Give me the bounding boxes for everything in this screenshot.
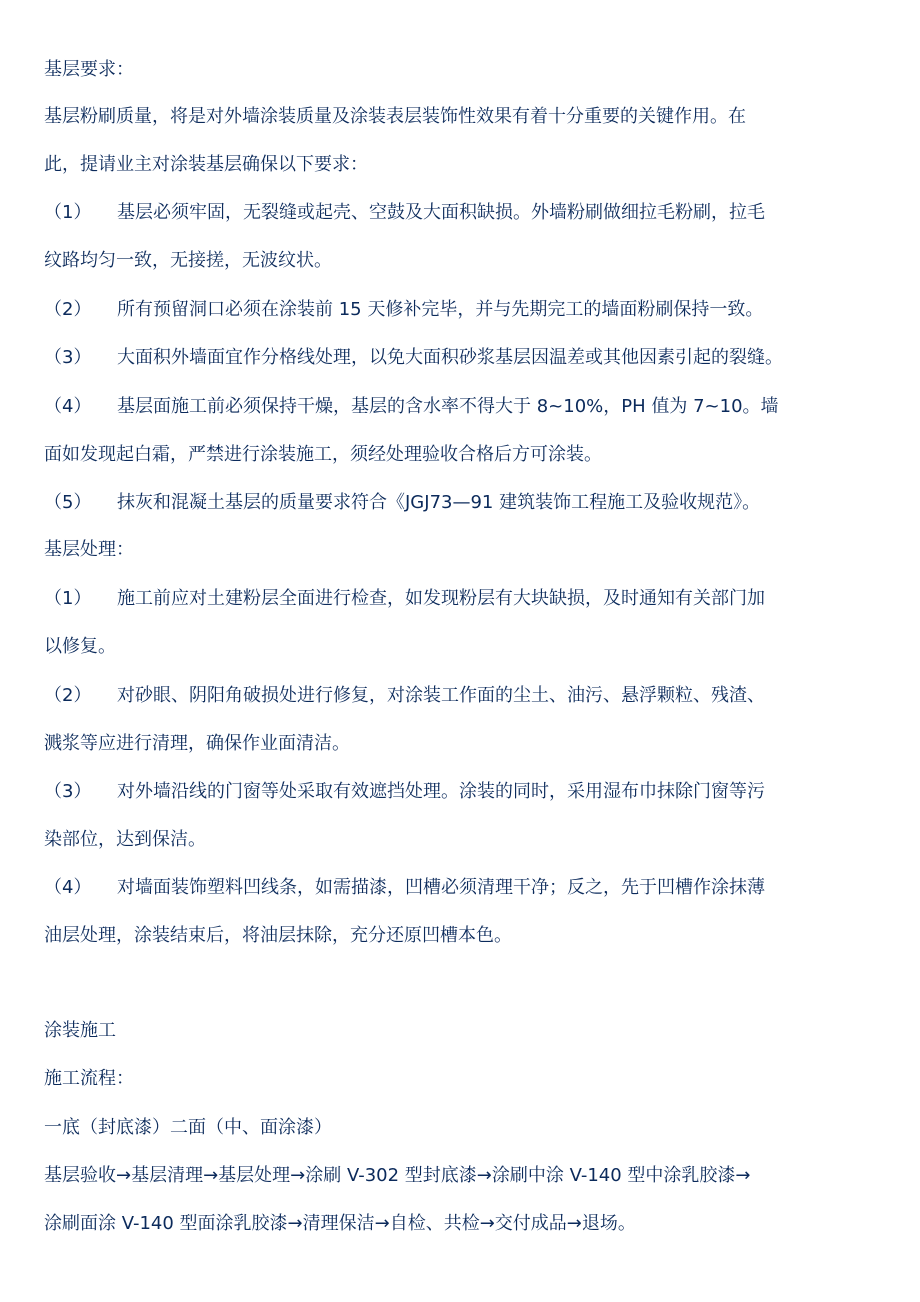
- subheading-process: 施工流程：: [44, 1068, 134, 1089]
- list-item-number: （4）: [44, 396, 92, 417]
- list-item: [44, 682, 884, 710]
- list-item-number: （1）: [44, 202, 92, 223]
- list-item-number: （3）: [44, 781, 92, 802]
- list-item-text: 对外墙沿线的门窗等处采取有效遮挡处理。涂装的同时，采用湿布巾抹除门窗等污: [117, 781, 765, 802]
- section-heading-coating: 涂装施工: [44, 1020, 116, 1041]
- list-item-continuation: 纹路均匀一致，无接搓，无波纹状。: [44, 250, 332, 271]
- list-item: [44, 296, 884, 324]
- coating-method: 一底（封底漆）二面（中、面涂漆）: [44, 1117, 332, 1138]
- list-item: [44, 585, 884, 613]
- list-item: [44, 874, 884, 902]
- process-flow-line-2: 涂刷面涂 V-140 型面涂乳胶漆→清理保洁→自检、共检→交付成品→退场。: [44, 1213, 636, 1234]
- list-item-number: （2）: [44, 685, 92, 706]
- list-item-text: 所有预留洞口必须在涂装前 15 天修补完毕，并与先期完工的墙面粉刷保持一致。: [117, 299, 764, 320]
- list-item-text: 施工前应对土建粉层全面进行检查，如发现粉层有大块缺损，及时通知有关部门加: [117, 588, 765, 609]
- list-item: [44, 199, 884, 227]
- list-item-text: 对砂眼、阴阳角破损处进行修复，对涂装工作面的尘土、油污、悬浮颗粒、残渣、: [117, 685, 765, 706]
- list-item-text: 对墙面装饰塑料凹线条，如需描漆，凹槽必须清理干净；反之，先于凹槽作涂抹薄: [117, 877, 765, 898]
- list-item: [44, 778, 884, 806]
- list-item-text: 基层必须牢固，无裂缝或起壳、空鼓及大面积缺损。外墙粉刷做细拉毛粉刷，拉毛: [117, 202, 765, 223]
- list-item-text: 大面积外墙面宜作分格线处理，以免大面积砂浆基层因温差或其他因素引起的裂缝。: [117, 347, 783, 368]
- intro-paragraph-line-2: 此，提请业主对涂装基层确保以下要求：: [44, 154, 368, 175]
- list-item-number: （4）: [44, 877, 92, 898]
- list-item-continuation: 油层处理，涂装结束后，将油层抹除，充分还原凹槽本色。: [44, 925, 512, 946]
- list-item: [44, 489, 884, 517]
- list-item-continuation: 溅浆等应进行清理，确保作业面清洁。: [44, 733, 350, 754]
- list-item-number: （2）: [44, 299, 92, 320]
- list-item-continuation: 染部位，达到保洁。: [44, 829, 206, 850]
- list-item-text: 抹灰和混凝土基层的质量要求符合《JGJ73—91 建筑装饰工程施工及验收规范》。: [117, 492, 761, 513]
- list-item-number: （5）: [44, 492, 92, 513]
- list-item-continuation: 面如发现起白霜，严禁进行涂装施工，须经处理验收合格后方可涂装。: [44, 444, 602, 465]
- intro-paragraph-line-1: 基层粉刷质量，将是对外墙涂装质量及涂装表层装饰性效果有着十分重要的关键作用。在: [44, 106, 746, 127]
- list-item-number: （3）: [44, 347, 92, 368]
- list-item-number: （1）: [44, 588, 92, 609]
- list-item-text: 基层面施工前必须保持干燥，基层的含水率不得大于 8~10%，PH 值为 7~10。墙: [117, 396, 779, 417]
- list-item-continuation: 以修复。: [44, 636, 116, 657]
- section-heading-base-requirements: 基层要求：: [44, 59, 134, 80]
- section-heading-base-treatment: 基层处理：: [44, 539, 134, 560]
- list-item: [44, 393, 884, 421]
- list-item: [44, 344, 884, 372]
- process-flow-line-1: 基层验收→基层清理→基层处理→涂刷 V-302 型封底漆→涂刷中涂 V-140 型中涂乳胶漆→: [44, 1165, 751, 1186]
